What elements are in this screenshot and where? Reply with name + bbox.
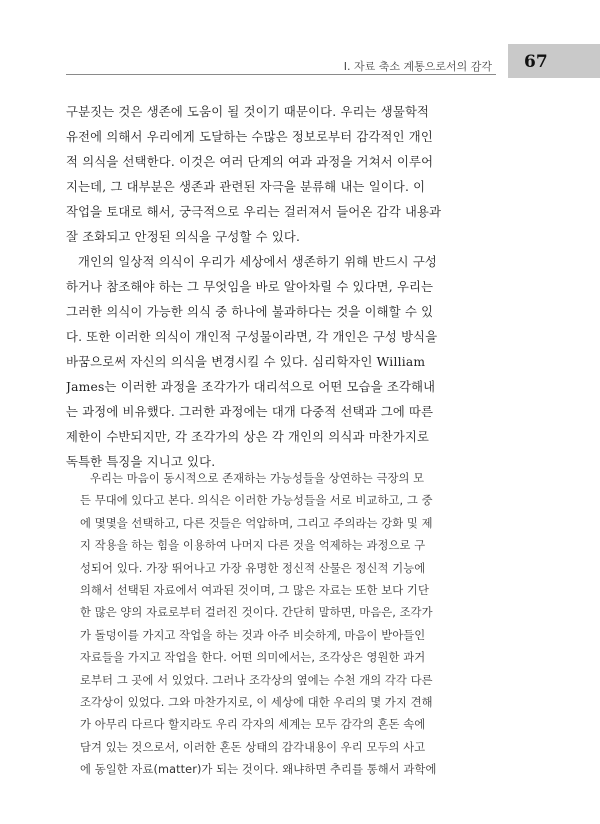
- header-rule: [66, 74, 496, 75]
- quote-line: 가 아무리 다르다 할지라도 우리 각자의 세계는 모두 감각의 혼돈 속에: [80, 718, 426, 732]
- body-line: 개인의 일상적 의식이 우리가 세상에서 생존하기 위해 반드시 구성: [78, 255, 437, 269]
- quote-line: 로부터 그 곳에 서 있었다. 그러나 조각상의 옆에는 수천 개의 각각 다른: [80, 673, 433, 687]
- body-line: 지는데, 그 대부분은 생존과 관련된 자극을 분류해 내는 일이다. 이: [66, 180, 426, 194]
- quote-line: 가 돌덩이를 가지고 작업을 하는 것과 아주 비슷하게, 마음이 받아들인: [80, 628, 426, 642]
- quote-line: 자료들을 가지고 작업을 한다. 어떤 의미에서는, 조각상은 영원한 과거: [80, 651, 426, 665]
- body-line: 작업을 토대로 해서, 궁극적으로 우리는 걸러져서 들어온 감각 내용과: [66, 205, 442, 219]
- quote-line: 의해서 선택된 자료에서 여과된 것이며, 그 많은 자료는 또한 보다 기단: [80, 583, 429, 597]
- quote-line: 우리는 마음이 동시적으로 존재하는 가능성들을 상연하는 극장의 모: [90, 472, 425, 485]
- body-line: 그러한 의식이 가능한 의식 중 하나에 불과하다는 것을 이해할 수 있: [66, 305, 434, 319]
- quote-line: 조각상이 있었다. 그와 마찬가지로, 이 세상에 대한 우리의 몇 가지 견해: [80, 695, 433, 709]
- quote-line: 에 몇몇을 선택하고, 다른 것들은 억압하며, 그리고 주의라는 강화 및 제: [80, 516, 433, 530]
- body-line: 유전에 의해서 우리에게 도달하는 수많은 정보로부터 감각적인 개인: [66, 130, 433, 144]
- quote-line: 든 무대에 있다고 본다. 의식은 이러한 가능성들을 서로 비교하고, 그 중: [80, 494, 433, 508]
- quote-line: 에 동일한 자료(matter)가 되는 것이다. 왜냐하면 추리를 통해서 과학에: [80, 763, 437, 777]
- body-line: 독특한 특징을 지니고 있다.: [66, 455, 216, 469]
- quote-line: 성되어 있다. 가장 뛰어나고 가장 유명한 정신적 산물은 정신적 기능에: [80, 561, 426, 575]
- body-line: 다. 또한 이러한 의식이 개인적 구성물이라면, 각 개인은 구성 방식을: [66, 330, 438, 344]
- body-line: 적 의식을 선택한다. 이것은 여러 단계의 여과 과정을 거쳐서 이루어: [66, 155, 434, 169]
- body-line: 바꿈으로써 자신의 의식을 변경시킬 수 있다. 심리학자인 William: [66, 355, 426, 369]
- body-line: James는 이러한 과정을 조각가가 대리석으로 어떤 모습을 조각해내: [66, 380, 436, 394]
- page-number: 67: [524, 52, 548, 72]
- quote-line: 담겨 있는 것으로서, 이러한 혼돈 상태의 감각내용이 우리 모두의 사고: [80, 740, 426, 754]
- running-head: I. 자료 축소 계통으로서의 감각: [343, 60, 492, 73]
- quote-line: 지 작용을 하는 힘을 이용하여 나머지 다른 것을 억제하는 과정으로 구: [80, 539, 426, 553]
- body-line: 구분짓는 것은 생존에 도움이 될 것이기 때문이다. 우리는 생물학적: [66, 105, 430, 119]
- body-text: [66, 100, 466, 475]
- body-line: 는 과정에 비유했다. 그러한 과정에는 대개 다중적 선택과 그에 따른: [66, 405, 434, 419]
- body-line: 하거나 참조해야 하는 그 무엇임을 바로 알아차릴 수 있다면, 우리는: [66, 280, 434, 294]
- block-quote: [80, 468, 450, 781]
- page-number-tab: [508, 44, 600, 78]
- body-line: 제한이 수반되지만, 각 조각가의 상은 각 개인의 의식과 마찬가지로: [66, 430, 430, 444]
- body-line: 잘 조화되고 안정된 의식을 구성할 수 있다.: [66, 230, 301, 244]
- quote-line: 한 많은 양의 자료로부터 걸러진 것이다. 간단히 말하면, 마음은, 조각가: [80, 606, 433, 620]
